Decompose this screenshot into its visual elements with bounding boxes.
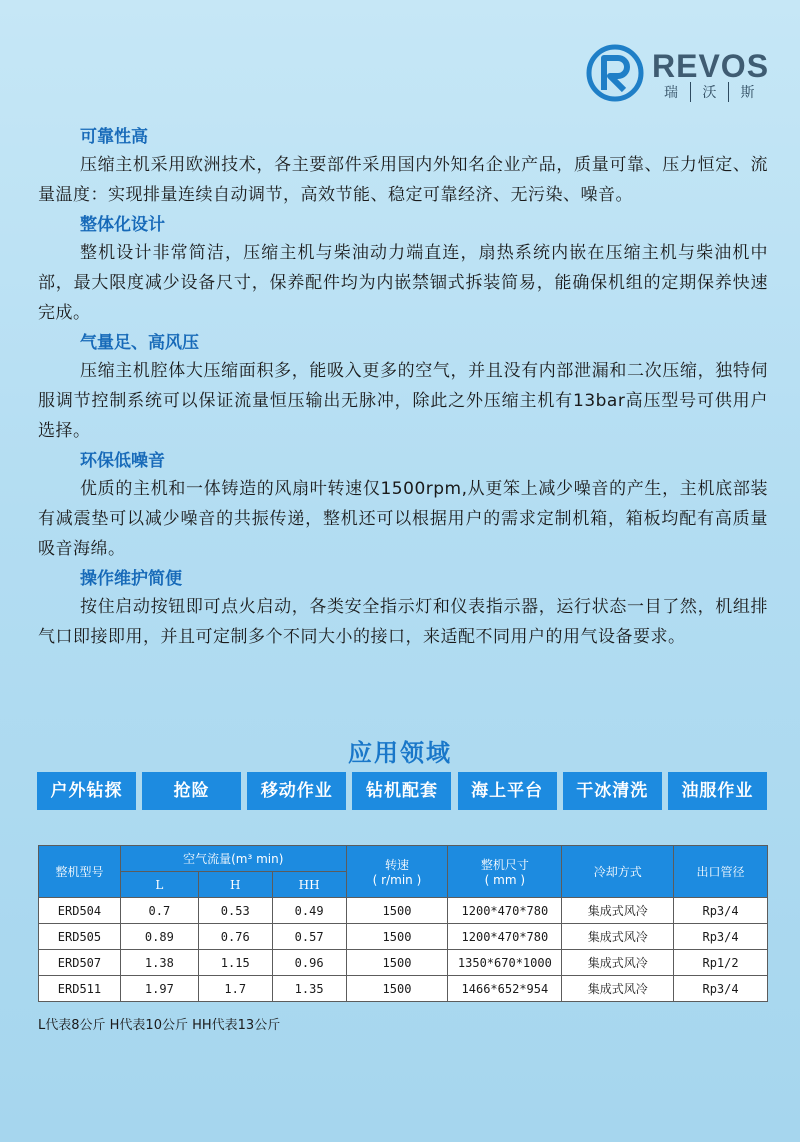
cell-cooling: 集成式风冷 xyxy=(562,950,674,976)
section-title: 气量足、高风压 xyxy=(80,333,199,353)
feature-sections xyxy=(38,124,768,654)
brand-name: REVOS xyxy=(652,48,770,84)
cell-size: 1466*652*954 xyxy=(448,976,562,1002)
header-size-label: 整机尺寸 xyxy=(480,858,529,872)
table-row xyxy=(39,950,768,976)
header-size xyxy=(448,846,562,898)
section-body: 按住启动按钮即可点火启动，各类安全指示灯和仪表指示器，运行状态一目了然，机组排气口即接即用，并且可定制多个不同大小的接口，来适配不同用户的用气设备要求。 xyxy=(38,597,768,647)
section-low-noise xyxy=(38,448,768,564)
application-tag: 干冰清洗 xyxy=(563,772,662,810)
cell-airflow-l: 0.7 xyxy=(120,898,198,924)
applications-title: 应用领域 xyxy=(348,739,452,767)
brand-char: 沃 xyxy=(690,82,728,102)
application-tag: 钻机配套 xyxy=(352,772,451,810)
cell-airflow-hh: 1.35 xyxy=(272,976,346,1002)
cell-size: 1200*470*780 xyxy=(448,898,562,924)
cell-speed: 1500 xyxy=(346,924,448,950)
revos-logo-icon xyxy=(586,44,644,102)
application-tag: 户外钻探 xyxy=(37,772,136,810)
header-outlet: 出口管径 xyxy=(674,846,768,898)
header-airflow: 空气流量(m³ min) xyxy=(120,846,346,872)
application-tags xyxy=(37,772,767,810)
brand-chinese-name xyxy=(652,82,766,102)
cell-airflow-hh: 0.49 xyxy=(272,898,346,924)
cell-airflow-h: 0.53 xyxy=(198,898,272,924)
header-airflow-hh: HH xyxy=(272,872,346,898)
application-tag: 海上平台 xyxy=(458,772,557,810)
section-title: 整体化设计 xyxy=(80,215,165,235)
section-reliability xyxy=(38,124,768,210)
spec-table xyxy=(38,845,768,1002)
table-row xyxy=(39,898,768,924)
cell-speed: 1500 xyxy=(346,976,448,1002)
application-tag: 抢险 xyxy=(142,772,241,810)
header-speed xyxy=(346,846,448,898)
section-integrated-design xyxy=(38,212,768,328)
header-airflow-h: H xyxy=(198,872,272,898)
brand-char: 斯 xyxy=(728,82,766,102)
table-row xyxy=(39,976,768,1002)
section-body: 压缩主机腔体大压缩面积多，能吸入更多的空气，并且没有内部泄漏和二次压缩，独特伺服调节控制系统可以保证流量恒压输出无脉冲，除此之外压缩主机有13bar高压型号可供用户选择。 xyxy=(38,361,768,441)
section-high-pressure xyxy=(38,330,768,446)
cell-airflow-h: 1.15 xyxy=(198,950,272,976)
cell-speed: 1500 xyxy=(346,950,448,976)
cell-speed: 1500 xyxy=(346,898,448,924)
table-row xyxy=(39,924,768,950)
brand-char: 瑞 xyxy=(664,85,678,101)
cell-cooling: 集成式风冷 xyxy=(562,898,674,924)
brand-logo xyxy=(586,44,776,102)
section-body: 优质的主机和一体铸造的风扇叶转速仅1500rpm,从更笨上减少噪音的产生，主机底部装有减震垫可以减少噪音的共振传递，整机还可以根据用户的需求定制机箱，箱板均配有高质量吸音海绵。 xyxy=(38,479,768,559)
header-speed-unit: ( r/min ) xyxy=(372,873,422,887)
cell-model: ERD507 xyxy=(39,950,121,976)
application-tag: 油服作业 xyxy=(668,772,767,810)
header-cooling: 冷却方式 xyxy=(562,846,674,898)
header-speed-label: 转速 xyxy=(384,858,409,872)
cell-airflow-l: 1.38 xyxy=(120,950,198,976)
section-body: 压缩主机采用欧洲技术，各主要部件采用国内外知名企业产品，质量可靠、压力恒定、流量温度：实现排量连续自动调节，高效节能、稳定可靠经济、无污染、噪音。 xyxy=(38,155,768,205)
cell-airflow-hh: 0.57 xyxy=(272,924,346,950)
cell-outlet: Rp3/4 xyxy=(674,976,768,1002)
cell-outlet: Rp1/2 xyxy=(674,950,768,976)
header-airflow-l: L xyxy=(120,872,198,898)
cell-cooling: 集成式风冷 xyxy=(562,924,674,950)
section-easy-maintenance xyxy=(38,566,768,652)
cell-model: ERD511 xyxy=(39,976,121,1002)
cell-airflow-h: 1.7 xyxy=(198,976,272,1002)
header-model: 整机型号 xyxy=(39,846,121,898)
cell-airflow-h: 0.76 xyxy=(198,924,272,950)
cell-size: 1200*470*780 xyxy=(448,924,562,950)
application-tag: 移动作业 xyxy=(247,772,346,810)
section-body: 整机设计非常简洁，压缩主机与柴油动力端直连，扇热系统内嵌在压缩主机与柴油机中部，最大限度减少设备尺寸，保养配件均为内嵌禁锢式拆装简易，能确保机组的定期保养快速完成。 xyxy=(38,243,768,323)
section-title: 环保低噪音 xyxy=(80,451,165,471)
section-title: 操作维护简便 xyxy=(80,569,182,589)
cell-model: ERD505 xyxy=(39,924,121,950)
cell-airflow-l: 0.89 xyxy=(120,924,198,950)
section-title: 可靠性高 xyxy=(80,127,148,147)
cell-cooling: 集成式风冷 xyxy=(562,976,674,1002)
cell-outlet: Rp3/4 xyxy=(674,924,768,950)
cell-outlet: Rp3/4 xyxy=(674,898,768,924)
header-size-unit: ( mm ) xyxy=(484,873,526,887)
cell-airflow-l: 1.97 xyxy=(120,976,198,1002)
cell-airflow-hh: 0.96 xyxy=(272,950,346,976)
pressure-note: L代表8公斤 H代表10公斤 HH代表13公斤 xyxy=(38,1018,281,1033)
cell-size: 1350*670*1000 xyxy=(448,950,562,976)
cell-model: ERD504 xyxy=(39,898,121,924)
